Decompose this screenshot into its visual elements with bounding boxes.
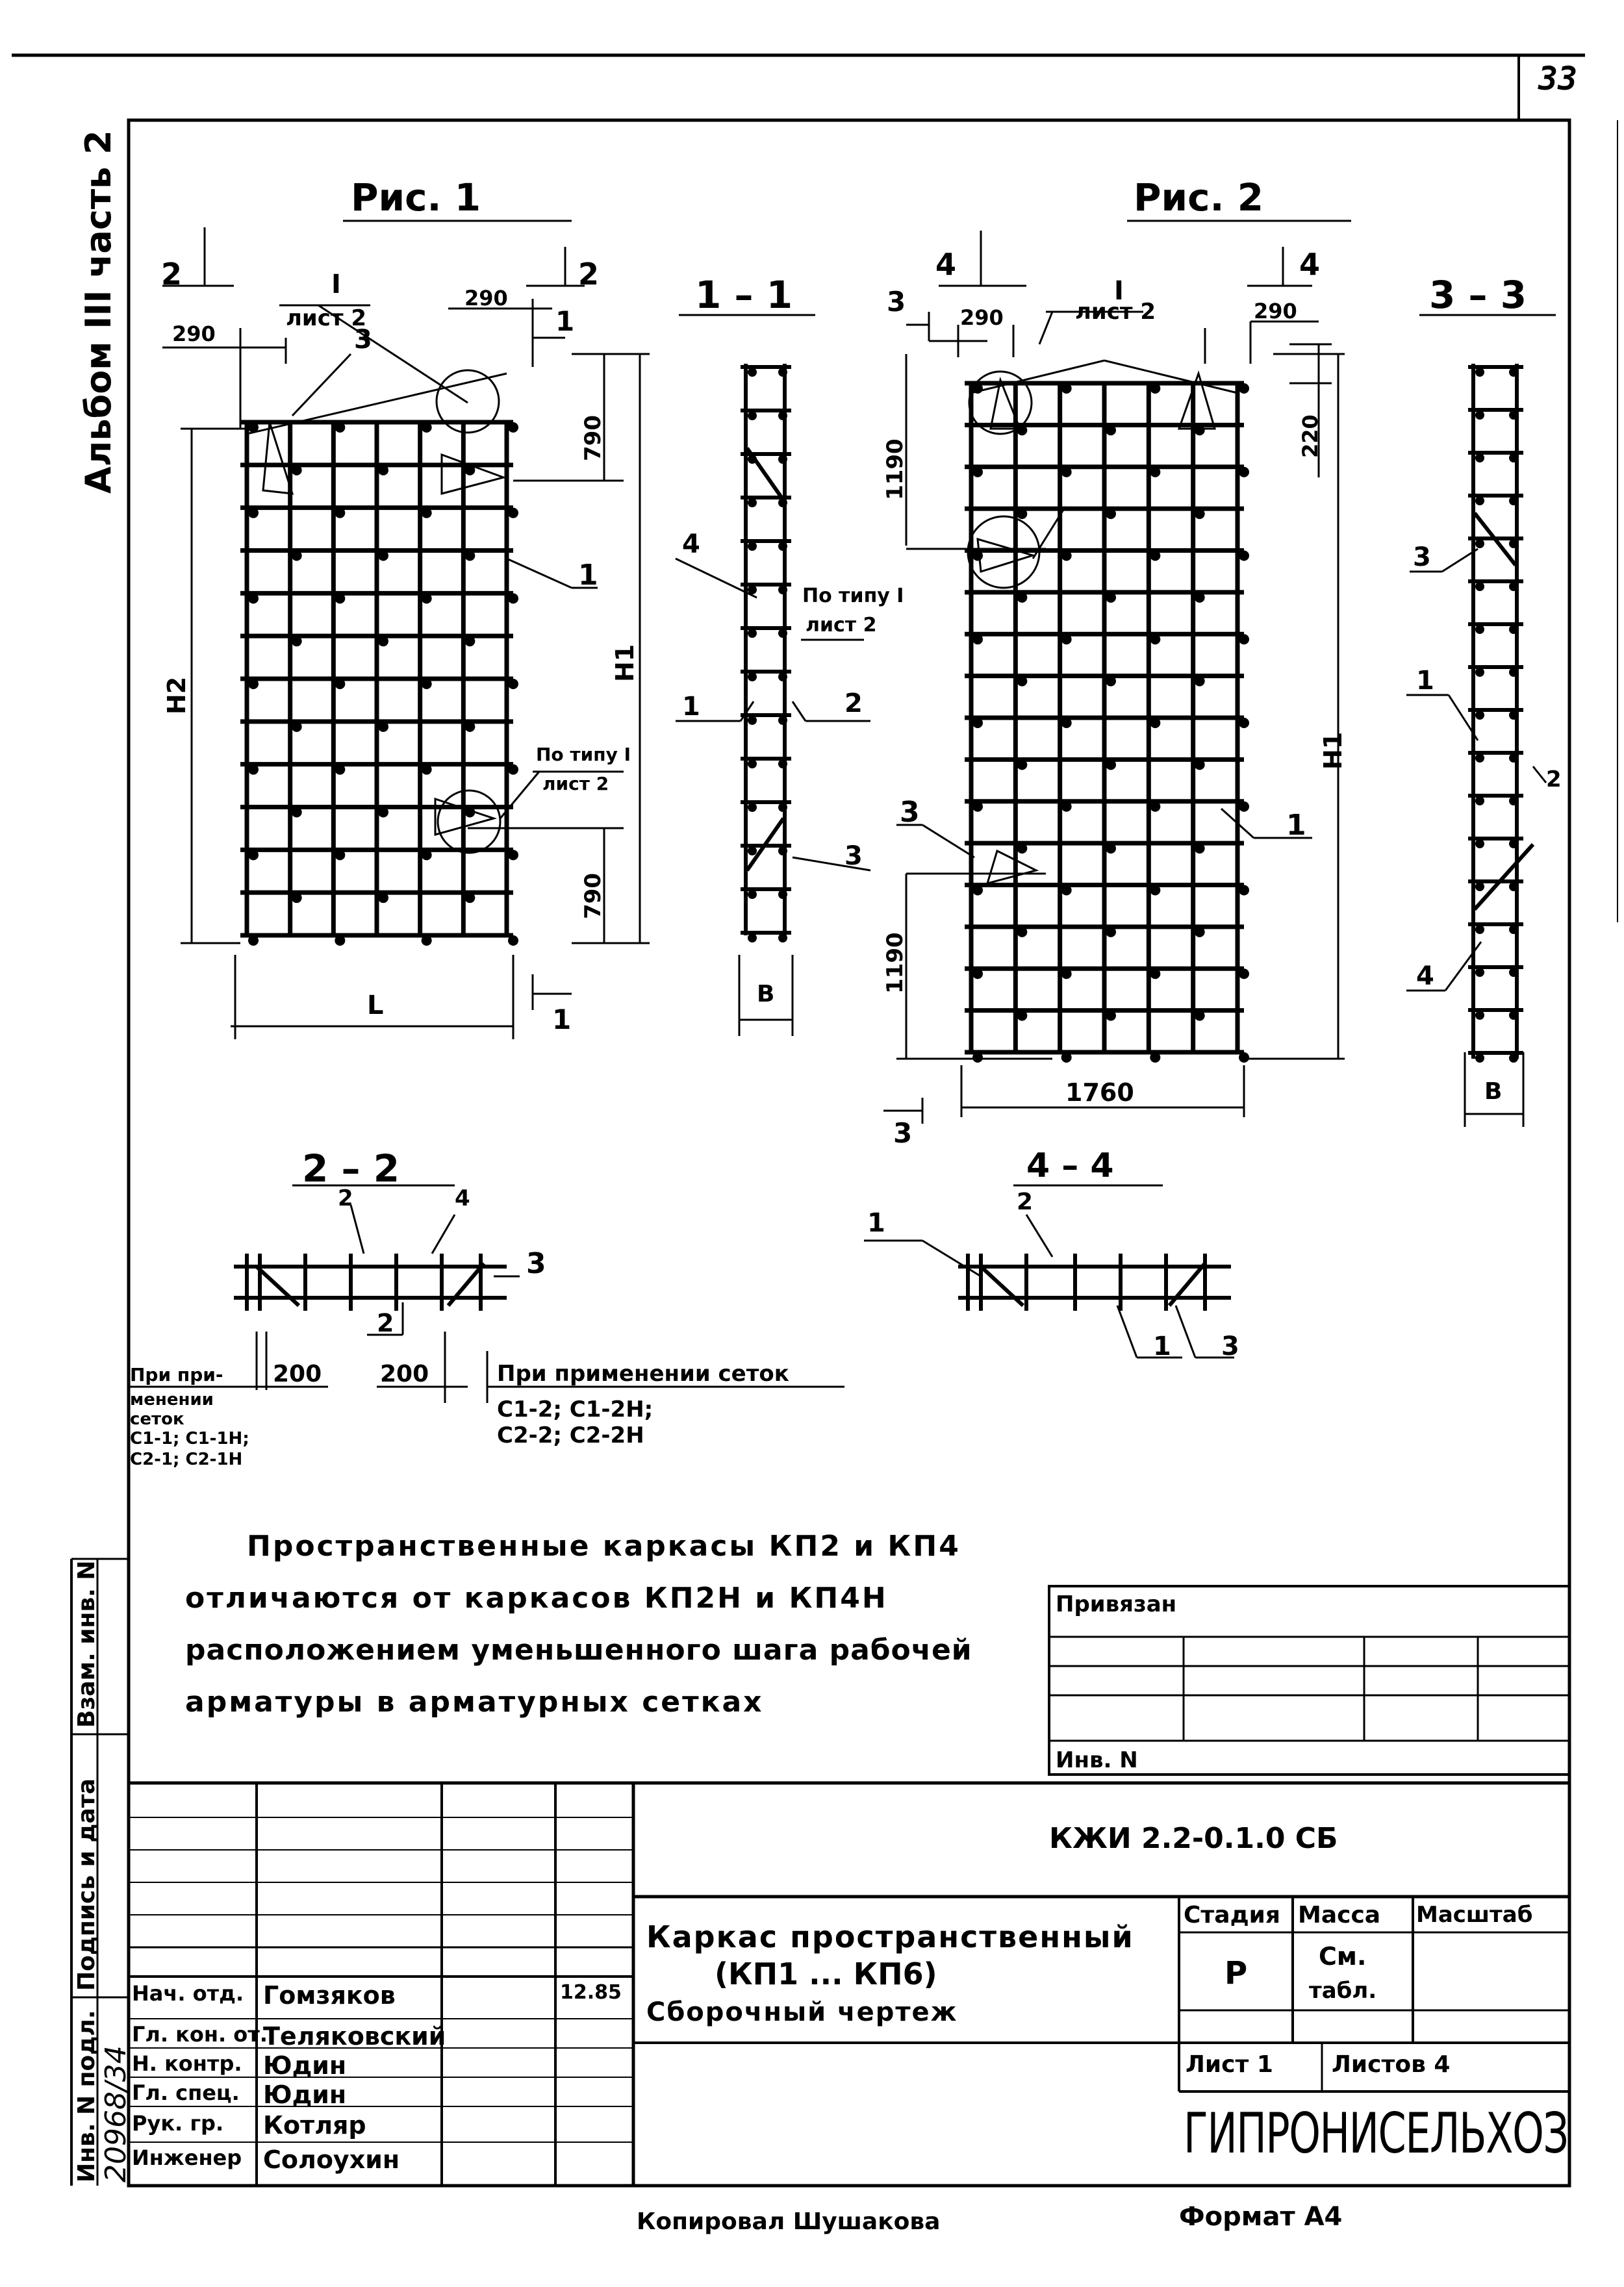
rebar-node bbox=[972, 634, 983, 644]
rebar-node bbox=[292, 465, 302, 475]
rebar-node bbox=[378, 551, 388, 561]
rebar-node bbox=[1017, 759, 1027, 770]
rebar-node bbox=[508, 679, 518, 689]
rebar-node bbox=[1150, 718, 1160, 728]
rebar-node bbox=[1509, 1054, 1518, 1063]
fig2-label-1: 1 bbox=[1286, 809, 1306, 842]
main-note-line-3: расположением уменьшенного шага рабочей bbox=[185, 1634, 972, 1667]
rebar-node bbox=[1061, 1052, 1072, 1063]
rebar-node bbox=[1195, 592, 1205, 603]
rebar-node bbox=[378, 636, 388, 646]
rebar-node bbox=[1195, 759, 1205, 770]
inv-number: 20968/34 bbox=[99, 2045, 133, 2182]
fig2-callout-sheet: лист 2 bbox=[1075, 299, 1156, 325]
rebar-node bbox=[1475, 711, 1484, 720]
section-4-4-title: 4 – 4 bbox=[1026, 1146, 1114, 1185]
rebar-node bbox=[748, 846, 757, 855]
rebar-node bbox=[508, 422, 518, 433]
tb-role-label: Гл. спец. bbox=[132, 2080, 240, 2105]
sec22-label-2-bottom: 2 bbox=[377, 1309, 394, 1337]
fig1-callout-sheet: лист 2 bbox=[286, 305, 367, 331]
rebar-node bbox=[1017, 927, 1027, 937]
section-3-3-title: 3 – 3 bbox=[1429, 273, 1527, 317]
rebar-node bbox=[1509, 925, 1518, 934]
rebar-node bbox=[1150, 383, 1160, 394]
rebar-node bbox=[1509, 968, 1518, 977]
rebar-node bbox=[1150, 467, 1160, 477]
rebar-node bbox=[1061, 885, 1072, 896]
sec11-label-1: 1 bbox=[682, 692, 700, 722]
section-4-4-drawing bbox=[958, 1254, 1231, 1311]
rebar-node bbox=[508, 764, 518, 775]
sec22-note-left-1: менении bbox=[130, 1390, 214, 1409]
sec22-label-4: 4 bbox=[455, 1185, 470, 1211]
rebar-node bbox=[1106, 759, 1116, 770]
rebar-node bbox=[1475, 453, 1484, 462]
sec44-label-3: 3 bbox=[1221, 1332, 1239, 1361]
rebar-node bbox=[1106, 676, 1116, 687]
rebar-node bbox=[464, 636, 475, 646]
rebar-node bbox=[1106, 592, 1116, 603]
rebar-node bbox=[464, 892, 475, 903]
tb-role-label: Нач. отд. bbox=[132, 1981, 244, 2006]
side-strip-podpis: Подпись и дата bbox=[73, 1778, 100, 1991]
rebar-node bbox=[1239, 1052, 1249, 1063]
sec22-note-left-4: С2-1; С2-1Н bbox=[130, 1450, 243, 1469]
rebar-node bbox=[1061, 718, 1072, 728]
rebar-node bbox=[972, 885, 983, 896]
bound-box-title: Привязан bbox=[1056, 1591, 1177, 1617]
rebar-node bbox=[1150, 551, 1160, 561]
sec11-po-tipu-sheet: лист 2 bbox=[806, 614, 877, 637]
rebar-node bbox=[335, 679, 345, 689]
rebar-node bbox=[972, 718, 983, 728]
rebar-node bbox=[1106, 425, 1116, 435]
rebar-node bbox=[778, 672, 787, 681]
sec22-note-left-3: С1-1; С1-1Н; bbox=[130, 1429, 249, 1448]
fig2-cut-3-bottom: 3 bbox=[893, 1117, 913, 1149]
fig2-cut-4-left: 4 bbox=[935, 247, 957, 282]
fig1-cut-2-right: 2 bbox=[578, 257, 600, 292]
rebar-node bbox=[1239, 802, 1249, 812]
rebar-node bbox=[1509, 668, 1518, 677]
tb-role-name: Юдин bbox=[263, 2051, 347, 2080]
tb-mass-header: Масса bbox=[1298, 1902, 1381, 1928]
rebar-node bbox=[748, 672, 757, 681]
rebar-node bbox=[748, 716, 757, 725]
rebar-node bbox=[1239, 885, 1249, 896]
rebar-node bbox=[778, 759, 787, 768]
main-note-line-4: арматуры в арматурных сетках bbox=[185, 1686, 764, 1719]
rebar-node bbox=[248, 935, 259, 946]
rebar-node bbox=[292, 551, 302, 561]
fig1-dim-h1: H1 bbox=[611, 644, 639, 682]
rebar-node bbox=[1150, 802, 1160, 812]
fig1-cut-2-left: 2 bbox=[161, 257, 183, 292]
diagonal-bar bbox=[1475, 844, 1533, 909]
fig2-callout-I: I bbox=[1114, 276, 1124, 306]
rebar-node bbox=[1061, 634, 1072, 644]
main-note-line-1: Пространственные каркасы КП2 и КП4 bbox=[247, 1530, 961, 1563]
rebar-node bbox=[748, 890, 757, 899]
fig2-cut-3-top: 3 bbox=[887, 286, 906, 318]
rebar-node bbox=[1195, 843, 1205, 853]
section-1-1-title: 1 – 1 bbox=[695, 273, 793, 317]
fig1-dim-l: L bbox=[367, 991, 384, 1020]
sec33-label-4: 4 bbox=[1416, 961, 1434, 991]
tb-role-name: Солоухин bbox=[263, 2145, 400, 2174]
rebar-node bbox=[378, 892, 388, 903]
rebar-node bbox=[1195, 927, 1205, 937]
sec33-label-3: 3 bbox=[1413, 542, 1431, 572]
sec33-label-1: 1 bbox=[1416, 666, 1434, 696]
rebar-node bbox=[1509, 1011, 1518, 1020]
fig2-dim-1190-top: 1190 bbox=[882, 438, 908, 500]
rebar-node bbox=[1509, 539, 1518, 548]
rebar-node bbox=[748, 803, 757, 812]
tb-title-line-3: Сборочный чертеж bbox=[646, 1997, 958, 2027]
rebar-node bbox=[248, 508, 259, 518]
rebar-node bbox=[778, 629, 787, 638]
sec22-dim-200-right: 200 bbox=[380, 1361, 429, 1387]
fig2-dim-h1: H1 bbox=[1319, 731, 1347, 770]
rebar-node bbox=[1475, 1054, 1484, 1063]
rebar-node bbox=[508, 935, 518, 946]
rebar-node bbox=[378, 807, 388, 818]
sec11-label-4: 4 bbox=[682, 529, 700, 559]
rebar-node bbox=[1509, 582, 1518, 591]
section-3-3-drawing bbox=[1468, 364, 1533, 1063]
rebar-node bbox=[335, 764, 345, 775]
rebar-node bbox=[1509, 882, 1518, 891]
rebar-node bbox=[1509, 839, 1518, 848]
rebar-node bbox=[335, 422, 345, 433]
rebar-node bbox=[464, 551, 475, 561]
tb-scale-header: Масштаб bbox=[1416, 1902, 1533, 1928]
rebar-node bbox=[422, 935, 432, 946]
fig1-label-1: 1 bbox=[578, 559, 598, 592]
tb-role-name: Юдин bbox=[263, 2080, 347, 2109]
rebar-node bbox=[1509, 625, 1518, 634]
tb-role-label: Н. контр. bbox=[132, 2051, 242, 2076]
rebar-node bbox=[378, 465, 388, 475]
rebar-node bbox=[1475, 1011, 1484, 1020]
rebar-node bbox=[1017, 1011, 1027, 1021]
rebar-node bbox=[1061, 551, 1072, 561]
rebar-node bbox=[422, 850, 432, 860]
tb-stage-header: Стадия bbox=[1184, 1902, 1280, 1928]
tb-role-date: 12.85 bbox=[560, 1981, 622, 2004]
fig2-frame-drawing bbox=[965, 383, 1249, 1063]
rebar-node bbox=[1195, 1011, 1205, 1021]
fig1-title: Рис. 1 bbox=[351, 175, 481, 220]
rebar-node bbox=[1475, 753, 1484, 763]
rebar-node bbox=[972, 802, 983, 812]
tb-mass-value-2: табл. bbox=[1309, 1978, 1377, 2004]
fig1-cut-1-bottom: 1 bbox=[552, 1004, 572, 1035]
rebar-node bbox=[778, 803, 787, 812]
rebar-node bbox=[1106, 1011, 1116, 1021]
footer-format: Формат А4 bbox=[1179, 2202, 1343, 2232]
rebar-node bbox=[1150, 885, 1160, 896]
fig2-dim-290-right: 290 bbox=[1254, 299, 1297, 323]
sec33-dim-b: B bbox=[1484, 1078, 1503, 1105]
main-note-line-2: отличаются от каркасов КП2Н и КП4Н bbox=[185, 1582, 888, 1615]
fig1-dim-h2: H2 bbox=[162, 676, 191, 714]
album-label: Альбом III часть 2 bbox=[78, 130, 119, 494]
rebar-node bbox=[1475, 796, 1484, 805]
fig2-dim-1190-bottom: 1190 bbox=[882, 932, 908, 994]
rebar-node bbox=[1475, 368, 1484, 377]
page-number: 33 bbox=[1538, 60, 1578, 97]
rebar-node bbox=[508, 593, 518, 603]
rebar-node bbox=[335, 593, 345, 603]
rebar-node bbox=[748, 368, 757, 377]
rebar-node bbox=[422, 679, 432, 689]
tb-role-label: Инженер bbox=[132, 2145, 242, 2170]
rebar-node bbox=[778, 846, 787, 855]
rebar-node bbox=[508, 508, 518, 518]
sec22-note-right-2: С2-2; С2-2Н bbox=[497, 1422, 644, 1448]
rebar-node bbox=[972, 467, 983, 477]
rebar-node bbox=[1150, 968, 1160, 979]
rebar-node bbox=[1195, 676, 1205, 687]
fig2-title: Рис. 2 bbox=[1134, 175, 1264, 220]
sec44-label-1-left: 1 bbox=[867, 1208, 885, 1238]
side-strip-vzam-inv: Взам. инв. N bbox=[73, 1560, 100, 1728]
rebar-node bbox=[292, 636, 302, 646]
fig1-frame-drawing bbox=[240, 422, 518, 946]
sec44-label-2: 2 bbox=[1017, 1189, 1034, 1215]
tb-stage-value: Р bbox=[1224, 1955, 1248, 1991]
rebar-node bbox=[1017, 843, 1027, 853]
rebar-node bbox=[422, 422, 432, 433]
rebar-node bbox=[292, 807, 302, 818]
rebar-node bbox=[1475, 668, 1484, 677]
rebar-node bbox=[748, 629, 757, 638]
tb-role-name: Теляковский bbox=[263, 2022, 446, 2051]
rebar-node bbox=[778, 716, 787, 725]
rebar-node bbox=[1475, 968, 1484, 977]
rebar-node bbox=[1509, 368, 1518, 377]
rebar-node bbox=[1195, 425, 1205, 435]
rebar-node bbox=[1509, 711, 1518, 720]
fig1-po-tipu: По типу I bbox=[536, 744, 631, 765]
rebar-node bbox=[1061, 467, 1072, 477]
rebar-node bbox=[1150, 634, 1160, 644]
rebar-node bbox=[778, 368, 787, 377]
rebar-node bbox=[748, 933, 757, 942]
rebar-node bbox=[748, 759, 757, 768]
section-1-1-drawing bbox=[741, 364, 791, 942]
rebar-node bbox=[1106, 927, 1116, 937]
rebar-node bbox=[1239, 968, 1249, 979]
rebar-node bbox=[248, 850, 259, 860]
fig1-dim-290-left: 290 bbox=[172, 322, 216, 346]
sec33-label-2: 2 bbox=[1546, 766, 1562, 792]
fig2-dim-220: 220 bbox=[1298, 414, 1323, 458]
rebar-node bbox=[778, 455, 787, 464]
tb-title-line-1: Каркас пространственный bbox=[646, 1919, 1134, 1954]
rebar-node bbox=[1150, 1052, 1160, 1063]
sec22-note-left-2: сеток bbox=[130, 1409, 184, 1429]
fig1-po-tipu-sheet: лист 2 bbox=[542, 773, 609, 794]
rebar-node bbox=[972, 1052, 983, 1063]
rebar-node bbox=[335, 935, 345, 946]
rebar-node bbox=[1475, 539, 1484, 548]
rebar-node bbox=[335, 850, 345, 860]
rebar-node bbox=[1509, 496, 1518, 505]
section-2-2-title: 2 – 2 bbox=[302, 1146, 400, 1191]
rebar-node bbox=[1017, 592, 1027, 603]
tb-title-line-2: (КП1 ... КП6) bbox=[715, 1956, 937, 1991]
tb-role-name: Гомзяков bbox=[263, 1981, 396, 2010]
sec22-label-2-top: 2 bbox=[338, 1185, 353, 1211]
rebar-node bbox=[1061, 383, 1072, 394]
rebar-node bbox=[1106, 843, 1116, 853]
sec11-dim-b: B bbox=[757, 981, 775, 1007]
rebar-node bbox=[422, 593, 432, 603]
doc-code: КЖИ 2.2-0.1.0 СБ bbox=[1049, 1822, 1338, 1855]
rebar-node bbox=[778, 542, 787, 551]
rebar-node bbox=[248, 593, 259, 603]
rebar-node bbox=[1475, 411, 1484, 420]
rebar-node bbox=[1239, 467, 1249, 477]
rebar-node bbox=[1509, 753, 1518, 763]
sec22-note-right-1: С1-2; С1-2Н; bbox=[497, 1396, 653, 1422]
sec11-po-tipu: По типу I bbox=[802, 585, 904, 607]
fig2-dim-1760: 1760 bbox=[1065, 1078, 1134, 1107]
rebar-node bbox=[1106, 509, 1116, 519]
rebar-node bbox=[1475, 839, 1484, 848]
fig1-dim-790-top: 790 bbox=[580, 415, 606, 461]
rebar-node bbox=[1017, 509, 1027, 519]
rebar-node bbox=[1239, 383, 1249, 394]
sec11-label-2: 2 bbox=[844, 689, 863, 718]
footer-copied: Копировал Шушакова bbox=[637, 2208, 941, 2235]
rebar-node bbox=[1061, 802, 1072, 812]
rebar-node bbox=[778, 585, 787, 594]
sec22-note-right-0: При применении сеток bbox=[497, 1361, 789, 1387]
rebar-node bbox=[464, 722, 475, 732]
rebar-node bbox=[778, 933, 787, 942]
rebar-node bbox=[1195, 509, 1205, 519]
rebar-node bbox=[378, 722, 388, 732]
tb-sheet: Лист 1 bbox=[1186, 2051, 1273, 2078]
rebar-node bbox=[1509, 453, 1518, 462]
side-strip-inv-podl: Инв. N подл. bbox=[73, 2010, 100, 2182]
fig1-dim-790-bottom: 790 bbox=[580, 873, 606, 919]
rebar-node bbox=[972, 551, 983, 561]
tb-role-label: Гл. кон. от. bbox=[132, 2022, 268, 2047]
rebar-node bbox=[778, 411, 787, 420]
rebar-node bbox=[778, 890, 787, 899]
rebar-node bbox=[1017, 676, 1027, 687]
tb-role-label: Рук. гр. bbox=[132, 2111, 224, 2136]
rebar-node bbox=[1509, 796, 1518, 805]
rebar-node bbox=[748, 411, 757, 420]
rebar-node bbox=[1475, 496, 1484, 505]
rebar-node bbox=[1475, 882, 1484, 891]
rebar-node bbox=[1061, 968, 1072, 979]
sec22-note-left-0: При при- bbox=[130, 1364, 223, 1385]
rebar-node bbox=[248, 679, 259, 689]
sec11-label-3: 3 bbox=[844, 841, 863, 871]
section-2-2-drawing bbox=[234, 1254, 507, 1311]
tb-mass-value-1: См. bbox=[1319, 1942, 1367, 1971]
rebar-node bbox=[748, 498, 757, 507]
rebar-node bbox=[292, 892, 302, 903]
fig1-cut-1-top: 1 bbox=[555, 305, 575, 337]
rebar-node bbox=[1239, 718, 1249, 728]
fig2-cut-4-right: 4 bbox=[1299, 247, 1321, 282]
rebar-node bbox=[1475, 625, 1484, 634]
fig1-callout-I: I bbox=[331, 270, 341, 299]
fig2-label-3: 3 bbox=[900, 796, 920, 829]
fig1-dim-290-right: 290 bbox=[464, 286, 508, 310]
fig2-dim-290-left: 290 bbox=[960, 305, 1004, 330]
rebar-node bbox=[335, 508, 345, 518]
rebar-node bbox=[422, 508, 432, 518]
rebar-node bbox=[1475, 925, 1484, 934]
tb-role-name: Котляр bbox=[263, 2111, 366, 2140]
rebar-node bbox=[1239, 634, 1249, 644]
rebar-node bbox=[1239, 551, 1249, 561]
rebar-node bbox=[248, 764, 259, 775]
rebar-node bbox=[1509, 411, 1518, 420]
rebar-node bbox=[422, 764, 432, 775]
rebar-node bbox=[292, 722, 302, 732]
fig1-callout-3: 3 bbox=[354, 325, 372, 355]
rebar-node bbox=[508, 850, 518, 860]
sec22-label-3: 3 bbox=[526, 1247, 546, 1280]
sec22-dim-200-left: 200 bbox=[273, 1361, 322, 1387]
tb-organization: ГИПРОНИСЕЛЬХОЗ bbox=[1184, 2101, 1568, 2166]
tb-sheets: Листов 4 bbox=[1332, 2051, 1451, 2078]
sec44-label-1-bottom: 1 bbox=[1153, 1332, 1171, 1361]
rebar-node bbox=[1475, 582, 1484, 591]
rebar-node bbox=[972, 968, 983, 979]
bound-box-inv: Инв. N bbox=[1056, 1747, 1138, 1773]
rebar-node bbox=[748, 542, 757, 551]
